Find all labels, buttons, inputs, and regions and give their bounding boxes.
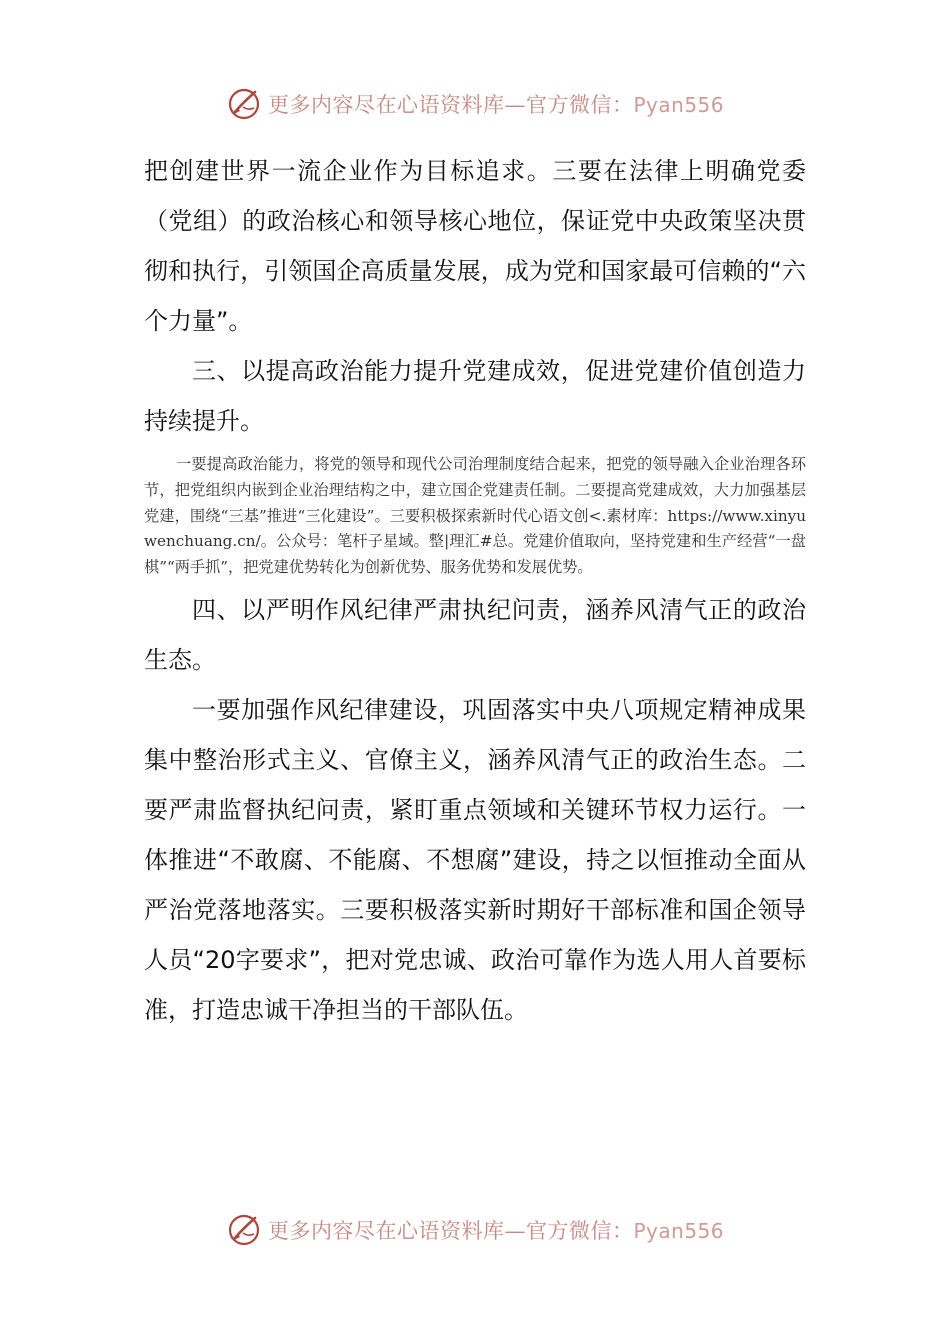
header-banner-brand: Pyan556 xyxy=(633,93,724,117)
footer-banner-text: 更多内容尽在心语资料库—官方微信：Pyan556 xyxy=(267,1219,724,1243)
header-banner-text: 更多内容尽在心语资料库—官方微信：Pyan556 xyxy=(267,93,724,117)
section-heading-3: 三、以提高政治能力提升党建成效，促进党建价值创造力持续提升。 xyxy=(144,357,806,435)
section-heading-4: 四、以严明作风纪律严肃执纪问责，涵养风清气正的政治生态。 xyxy=(144,595,806,674)
document-body xyxy=(144,146,806,1035)
footer-banner xyxy=(0,1208,950,1252)
paragraph-4: 一要加强作风纪律建设，巩固落实中央八项规定精神成果集中整治形式主义、官僚主义，涵养风清气正的政治生态。二要严肃监督执纪问责，紧盯重点领域和关键环节权力运行。一体推进“不敢腐、不能腐、不想腐”建设，持之以恒推动全面从严治党落地落实。三要积极落实新时期好干部标准和国企领导人员“20字要求”，把对党忠诚、政治可靠作为选人用人首要标准，打造忠诚干净担当的干部队伍。 xyxy=(144,695,806,1024)
paragraph-1: 把创建世界一流企业作为目标追求。三要在法律上明确党委（党组）的政治核心和领导核心地位，保证党中央政策坚决贯彻和执行，引领国企高质量发展，成为党和国家最可信赖的“六个力量”。 xyxy=(144,157,806,335)
pen-circle-logo-icon xyxy=(226,86,262,122)
small-paragraph: 一要提高政治能力，将党的领导和现代公司治理制度结合起来，把党的领导融入企业治理各环节，把党组织内嵌到企业治理结构之中，建立国企党建责任制。二要提高党建成效，大力加强基层党建，围绕“三基”推进“三化建设”。三要积极探索新时代心语文创<.素材库：https://www.xinyuwenchuang.cn/。公众号：笔杆子星域。整|理汇#总。党建价值取向，坚持党建和生产经营“一盘棋”“两手抓”，把党建优势转化为创新优势、服务优势和发展优势。 xyxy=(144,455,806,577)
pen-circle-logo-icon xyxy=(226,1212,262,1248)
footer-banner-brand: Pyan556 xyxy=(633,1219,724,1243)
header-banner xyxy=(0,82,950,126)
